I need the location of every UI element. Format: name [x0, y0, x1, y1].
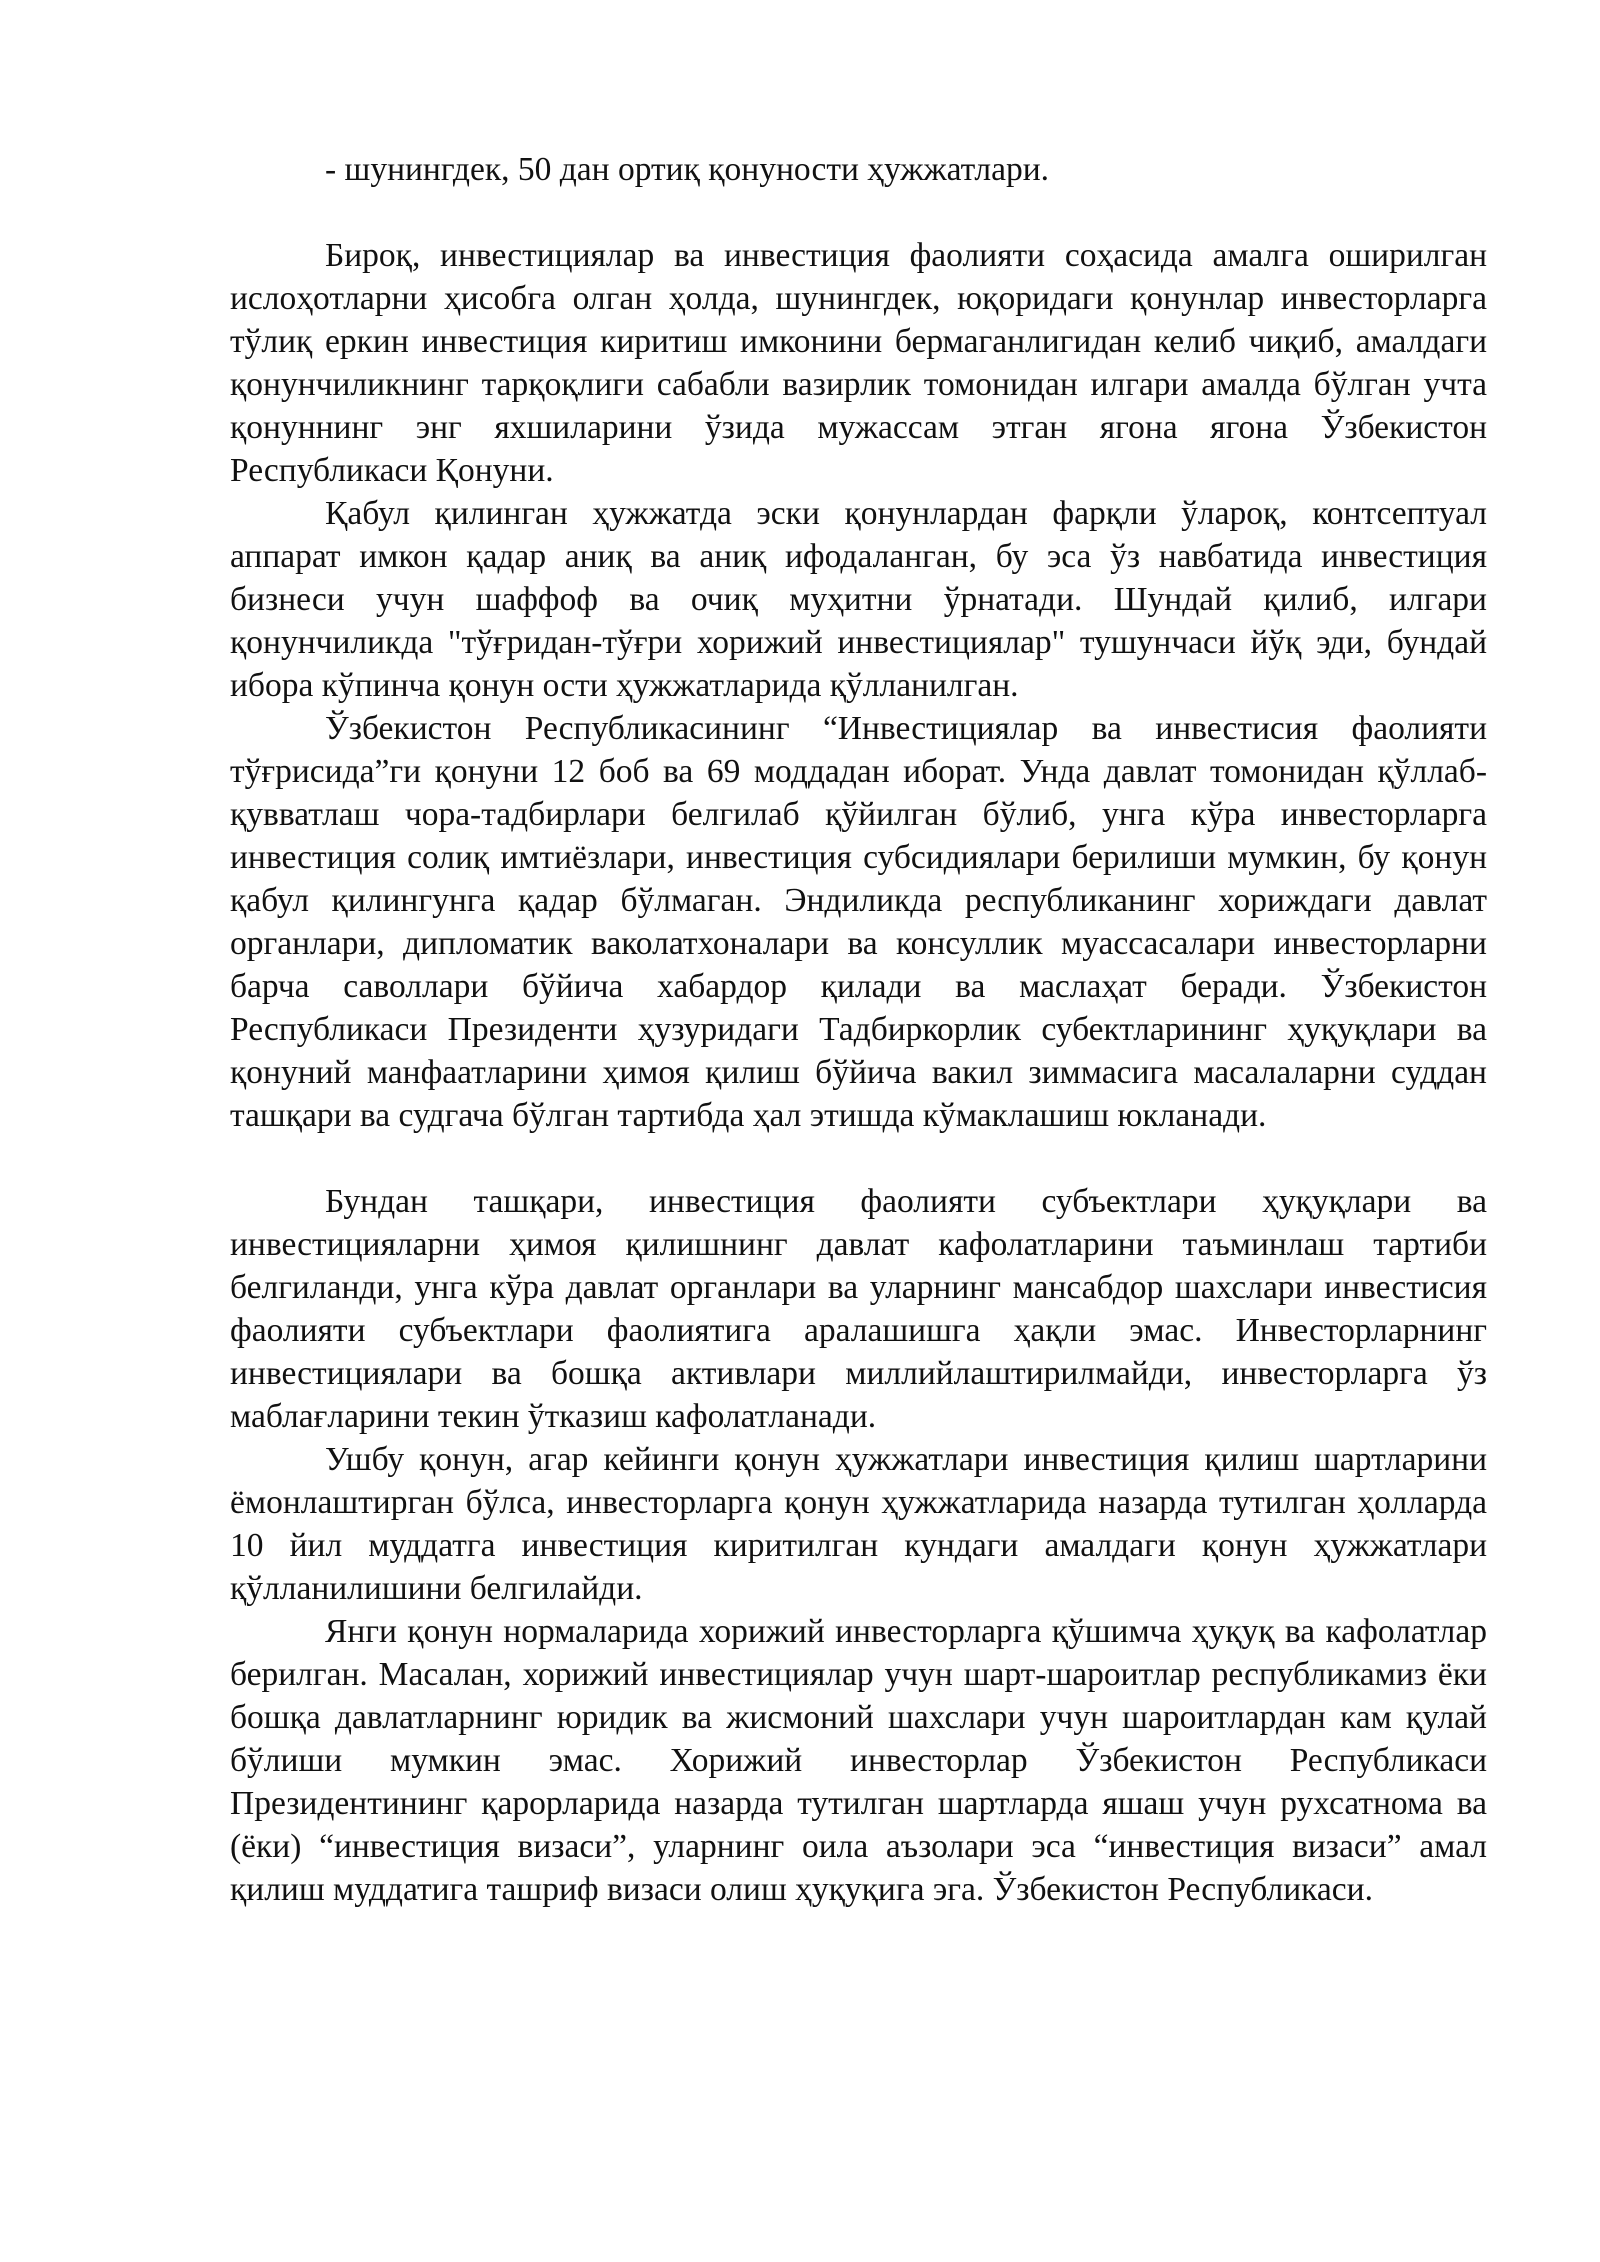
paragraph-3: Қабул қилинган ҳужжатда эски қонунлардан фарқли ўлароқ, контсептуал аппарат имкон қадар аниқ ва аниқ ифодаланган, бу эса ўз навбатида инвестиция бизнеси учун шаффоф ва очиқ муҳитни ўрнатади. Шундай қилиб, илгари қонунчиликда "тўғридан-тўғри хорижий инвестициялар" тушунчаси йўқ эди, бундай ибора кўпинча қонун ости ҳужжатларида қўлланилган. — [230, 495, 1487, 704]
paragraph-2: Бироқ, инвестициялар ва инвестиция фаолияти соҳасида амалга оширилган ислоҳотларни ҳисобга олган ҳолда, шунингдек, юқоридаги қонунлар инвесторларга тўлиқ еркин инвестиция киритиш имконини бермаганлигидан келиб чиқиб, амалдаги қонунчиликнинг тарқоқлиги сабабли вазирлик томонидан илгари амалда бўлган учта қонуннинг энг яхшиларини ўзида мужассам этган ягона ягона Ўзбекистон Республикаси Қонуни. — [230, 237, 1487, 489]
paragraph-6: Ушбу қонун, агар кейинги қонун ҳужжатлари инвестиция қилиш шартларини ёмонлаштирган бўлса, инвесторларга қонун ҳужжатларида назарда тутилган ҳолларда 10 йил муддатга инвестиция киритилган кундаги амалдаги қонун ҳужжатлари қўлланилишини белгилайди. — [230, 1441, 1487, 1607]
paragraph-7: Янги қонун нормаларида хорижий инвесторларга қўшимча ҳуқуқ ва кафолатлар берилган. Масалан, хорижий инвестициялар учун шарт-шароитлар республикамиз ёки бошқа давлатларнинг юридик ва жисмоний шахслари учун шароитлардан кам қулай бўлиши мумкин эмас. Хорижий инвесторлар Ўзбекистон Республикаси Президентининг қарорларида назарда тутилган шартларда яшаш учун рухсатнома ва (ёки) “инвестиция визаси”, уларнинг оила аъзолари эса “инвестиция визаси” амал қилиш муддатига ташриф визаси олиш ҳуқуқига эга. Ўзбекистон Республикаси. — [230, 1613, 1487, 1908]
paragraph-1: - шунингдек, 50 дан ортиқ қонуности ҳужжатлари. — [325, 151, 1050, 188]
paragraph-5: Бундан ташқари, инвестиция фаолияти субъектлари ҳуқуқлари ва инвестицияларни ҳимоя қилишнинг давлат кафолатларини таъминлаш тартиби белгиланди, унга кўра давлат органлари ва уларнинг мансабдор шахслари инвестисия фаолияти субъектлари фаолиятига аралашишга ҳақли эмас. Инвесторларнинг инвестициялари ва бошқа активлари миллийлаштирилмайди, инвесторларга ўз маблағларини текин ўтказиш кафолатланади. — [230, 1183, 1487, 1435]
paragraph-4: Ўзбекистон Республикасининг “Инвестициялар ва инвестисия фаолияти тўғрисида”ги қонуни 12 боб ва 69 моддадан иборат. Унда давлат томонидан қўллаб-қувватлаш чора-тадбирлари белгилаб қўйилган бўлиб, унга кўра инвесторларга инвестиция солиқ имтиёзлари, инвестиция субсидиялари берилиши мумкин, бу қонун қабул қилингунга қадар бўлмаган. Эндиликда республиканинг хориждаги давлат органлари, дипломатик ваколатхоналари ва консуллик муассасалари инвесторларни барча саволлари бўйича хабардор қилади ва маслаҳат беради. Ўзбекистон Республикаси Президенти ҳузуридаги Тадбиркорлик субектларининг ҳуқуқлари ва қонуний манфаатларини ҳимоя қилиш бўйича вакил зиммасига масалаларни суддан ташқари ва судгача бўлган тартибда ҳал этишда кўмаклашиш юкланади. — [230, 710, 1487, 1134]
blank-line — [230, 1137, 1487, 1180]
blank-line — [230, 191, 1487, 234]
document-body — [230, 148, 1487, 1911]
